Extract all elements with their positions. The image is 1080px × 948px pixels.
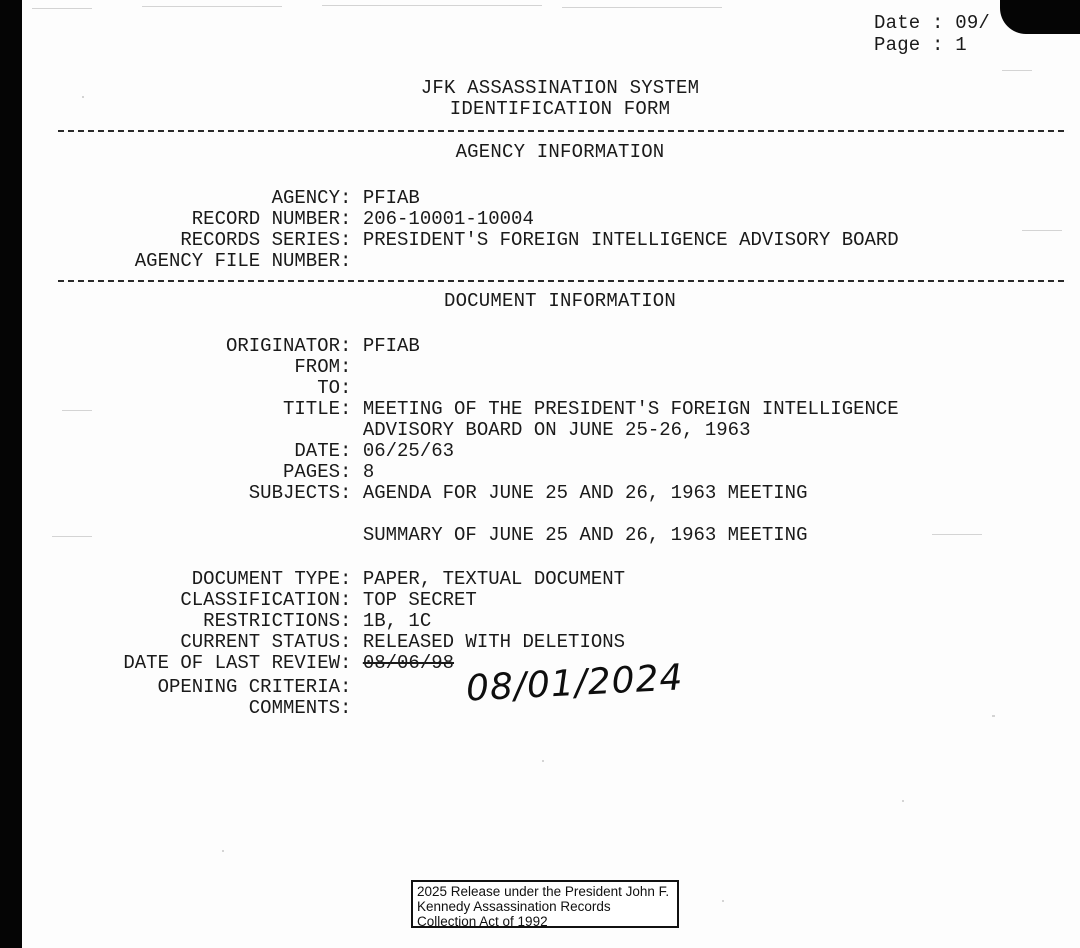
field-value: : PFIAB bbox=[340, 187, 420, 209]
field-label: COMMENTS bbox=[248, 697, 340, 719]
field-value: : PFIAB bbox=[340, 335, 420, 357]
field-label: DOCUMENT TYPE bbox=[191, 568, 340, 590]
field-label: CLASSIFICATION bbox=[180, 589, 340, 611]
field-value: : bbox=[340, 356, 363, 378]
scan-corner-mark bbox=[1000, 0, 1080, 34]
field-label: RECORDS SERIES bbox=[180, 229, 340, 251]
field-restrictions bbox=[40, 611, 1060, 632]
field-value: : PAPER, TEXTUAL DOCUMENT bbox=[340, 568, 626, 590]
field-label: AGENCY bbox=[271, 187, 340, 209]
field-from bbox=[40, 357, 1060, 378]
form-subtitle: IDENTIFICATION FORM bbox=[449, 98, 671, 120]
field-originator bbox=[40, 336, 1060, 357]
field-to bbox=[40, 378, 1060, 399]
field-label: AGENCY FILE NUMBER bbox=[134, 250, 340, 272]
field-label: TITLE bbox=[282, 398, 340, 420]
field-subjects bbox=[40, 483, 1060, 504]
field-value: : 1B, 1C bbox=[340, 610, 432, 632]
field-value: : bbox=[340, 250, 363, 272]
field-title bbox=[40, 399, 1060, 420]
field-value: : 206-10001-10004 bbox=[340, 208, 534, 230]
field-classification bbox=[40, 590, 1060, 611]
field-value: : MEETING OF THE PRESIDENT'S FOREIGN INTELLIGENCE bbox=[340, 398, 899, 420]
field-label: RESTRICTIONS bbox=[203, 610, 340, 632]
form-title: JFK ASSASSINATION SYSTEM bbox=[420, 77, 700, 99]
field-records-series bbox=[40, 230, 1060, 251]
field-label: DATE bbox=[294, 440, 340, 462]
field-label: TO bbox=[317, 377, 340, 399]
field-value: : TOP SECRET bbox=[340, 589, 477, 611]
divider-rule bbox=[58, 130, 1064, 132]
field-value: : bbox=[340, 697, 363, 719]
field-value: : bbox=[340, 676, 363, 698]
handwritten-review-date: 08/01/2024 bbox=[465, 657, 685, 710]
field-label: DATE OF LAST REVIEW bbox=[123, 652, 340, 674]
field-date bbox=[40, 441, 1060, 462]
field-value: ADVISORY BOARD ON JUNE 25-26, 1963 bbox=[362, 419, 751, 441]
page-header: Page : 1 bbox=[874, 34, 967, 56]
divider-rule bbox=[58, 280, 1064, 282]
field-comments bbox=[40, 698, 1060, 719]
field-label: SUBJECTS bbox=[248, 482, 340, 504]
field-label: OPENING CRITERIA bbox=[157, 676, 340, 698]
field-agency-file-number bbox=[40, 251, 1060, 272]
field-label: CURRENT STATUS bbox=[180, 631, 340, 653]
field-label: PAGES bbox=[282, 461, 340, 483]
field-value: : 06/25/63 bbox=[340, 440, 455, 462]
field-agency bbox=[40, 188, 1060, 209]
release-stamp-line: Kennedy Assassination Records bbox=[417, 899, 611, 914]
field-subjects-continued bbox=[40, 525, 1060, 546]
agency-section-heading: AGENCY INFORMATION bbox=[455, 141, 665, 163]
field-value: : 08/06/98 bbox=[340, 652, 455, 674]
field-opening-criteria bbox=[40, 677, 1060, 698]
field-record-number bbox=[40, 209, 1060, 230]
field-value: : PRESIDENT'S FOREIGN INTELLIGENCE ADVISORY BOARD bbox=[340, 229, 899, 251]
field-value: : bbox=[340, 377, 363, 399]
date-header: Date : 09/ bbox=[874, 12, 991, 34]
field-value: : AGENDA FOR JUNE 25 AND 26, 1963 MEETING bbox=[340, 482, 808, 504]
field-document-type bbox=[40, 569, 1060, 590]
release-stamp-line: 2025 Release under the President John F. bbox=[417, 884, 670, 899]
field-value: SUMMARY OF JUNE 25 AND 26, 1963 MEETING bbox=[362, 524, 808, 546]
release-stamp bbox=[411, 880, 679, 928]
field-pages bbox=[40, 462, 1060, 483]
release-stamp-line: Collection Act of 1992 bbox=[417, 914, 548, 929]
field-value: : RELEASED WITH DELETIONS bbox=[340, 631, 626, 653]
field-label: RECORD NUMBER bbox=[191, 208, 340, 230]
field-title-continued bbox=[40, 420, 1060, 441]
document-section-heading: DOCUMENT INFORMATION bbox=[443, 290, 677, 312]
field-label: FROM bbox=[294, 356, 340, 378]
struck-review-date: 08/06/98 bbox=[362, 652, 455, 674]
field-value: : 8 bbox=[340, 461, 375, 483]
field-label: ORIGINATOR bbox=[225, 335, 340, 357]
field-current-status bbox=[40, 632, 1060, 653]
